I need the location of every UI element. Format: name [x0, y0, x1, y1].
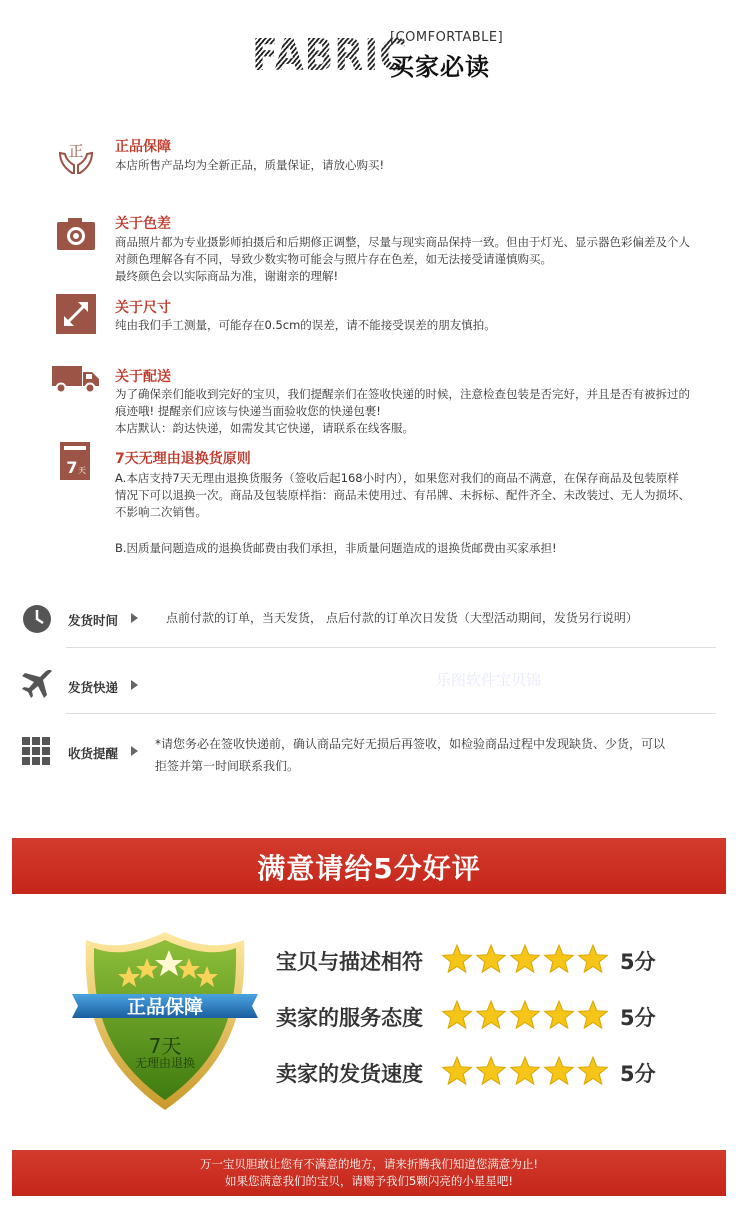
receipt-reminder-label: 收货提醒 — [68, 746, 119, 761]
rating-score-shipping: 5分 — [620, 1062, 656, 1086]
svg-text:正: 正 — [68, 142, 84, 160]
review-banner — [12, 838, 726, 894]
star-icon — [545, 945, 574, 972]
policy-body-delivery: 为了确保亲们能收到完好的宝贝，我们提醒亲们在签收快递的时候，注意检查包装是否完好，并且是否有被拆过的 痕迹哦! 提醒亲们应该与快递当面验收您的快递包裹! 本店默认：韵达快递，如需发其它快递，请联系在线客服。 — [115, 387, 690, 435]
policy-title-delivery: 关于配送 — [115, 369, 171, 385]
star-icon — [511, 945, 540, 972]
star-icon — [477, 1001, 506, 1028]
policy-body-returns-b: B.因质量问题造成的退换货邮费由我们承担，非质量问题造成的退换货邮费由买家承担! — [115, 541, 557, 555]
star-icon — [511, 1057, 540, 1084]
genuine-badge — [72, 926, 258, 1116]
policy-title-returns: 7天无理由退换货原则 — [115, 451, 251, 467]
watermark: 乐图软件宝贝锦 — [436, 671, 542, 689]
footer-line-1: 万一宝贝胆敢让您有不满意的地方，请来折腾我们知道您满意为止! — [199, 1157, 539, 1171]
grid-icon — [22, 737, 52, 767]
arrow-right-icon — [131, 613, 138, 623]
star-rating-shipping — [440, 1055, 610, 1087]
star-icon — [443, 1001, 472, 1028]
badge-title: 正品保障 — [126, 996, 203, 1018]
resize-arrow-icon — [56, 294, 96, 334]
star-icon — [477, 945, 506, 972]
policy-body-returns: A.本店支持7天无理由退换货服务（签收后起168小时内），如果您对我们的商品不满意，在保存商品及包装原样 情况下可以退换一次。商品及包装原样指：商品未使用过、有吊牌、未拆标、配件齐全、未改装过、无人为损坏、 不影响二次销售。 — [115, 471, 690, 519]
star-icon — [545, 1057, 574, 1084]
policy-title-genuine: 正品保障 — [115, 139, 171, 155]
star-icon — [579, 1057, 608, 1084]
badge-days: 7天 — [148, 1034, 182, 1058]
policy-title-color: 关于色差 — [115, 216, 171, 232]
rating-label-description: 宝贝与描述相符 — [276, 950, 423, 974]
star-rating-service — [440, 999, 610, 1031]
rating-score-service: 5分 — [620, 1006, 656, 1030]
shipping-time-text: 点前付款的订单，当天发货， 点后付款的订单次日发货（大型活动期间，发货另行说明） — [166, 611, 638, 625]
camera-icon — [56, 214, 96, 254]
rating-label-service: 卖家的服务态度 — [276, 1006, 423, 1030]
divider — [66, 647, 716, 648]
arrow-right-icon — [131, 680, 138, 690]
footer-line-2: 如果您满意我们的宝贝，请赐予我们5颗闪亮的小星星吧! — [225, 1174, 513, 1188]
page-title: 买家必读 — [390, 53, 490, 81]
star-icon — [443, 1057, 472, 1084]
courier-label: 发货快递 — [68, 680, 119, 695]
svg-text:7: 7 — [66, 458, 78, 477]
policy-body-color: 商品照片都为专业摄影师拍摄后和后期修正调整，尽量与现实商品保持一致。但由于灯光、显示器色彩偏差及个人 对颜色理解各有不同，导致少数实物可能会与照片存在色差，如无法接受请谨慎购买。 最终颜色会以实际商品为准，谢谢亲的理解! — [115, 235, 690, 283]
star-rating-description — [440, 943, 610, 975]
clock-icon — [22, 604, 52, 634]
policy-body-genuine: 本店所售产品均为全新正品，质量保证，请放心购买! — [115, 158, 385, 172]
svg-text:天: 天 — [78, 466, 86, 475]
divider — [66, 713, 716, 714]
genuine-hands-icon — [56, 137, 96, 177]
rating-label-shipping: 卖家的发货速度 — [276, 1062, 423, 1086]
footer-banner — [12, 1150, 726, 1196]
star-icon — [545, 1001, 574, 1028]
star-icon — [443, 945, 472, 972]
star-icon — [511, 1001, 540, 1028]
star-icon — [477, 1057, 506, 1084]
badge-subtitle: 无理由退换 — [134, 1056, 195, 1070]
star-icon — [579, 1001, 608, 1028]
star-icon — [579, 945, 608, 972]
seven-day-icon — [60, 442, 90, 480]
airplane-icon — [20, 668, 54, 698]
policy-body-size: 纯由我们手工测量，可能存在0.5cm的误差，请不能接受误差的朋友慎拍。 — [115, 318, 496, 332]
rating-score-description: 5分 — [620, 950, 656, 974]
review-banner-title: 满意请给5分好评 — [257, 852, 481, 885]
truck-icon — [52, 364, 100, 404]
arrow-right-icon — [131, 746, 138, 756]
fabric-logo: FABRIC — [252, 30, 408, 81]
comfortable-tag: [COMFORTABLE] — [390, 30, 504, 45]
receipt-reminder-text: *请您务必在签收快递前，确认商品完好无损后再签收，如检验商品过程中发现缺货、少货，可以 拒签并第一时间联系我们。 — [155, 737, 666, 773]
policy-title-size: 关于尺寸 — [115, 300, 171, 316]
shipping-time-label: 发货时间 — [68, 613, 119, 628]
